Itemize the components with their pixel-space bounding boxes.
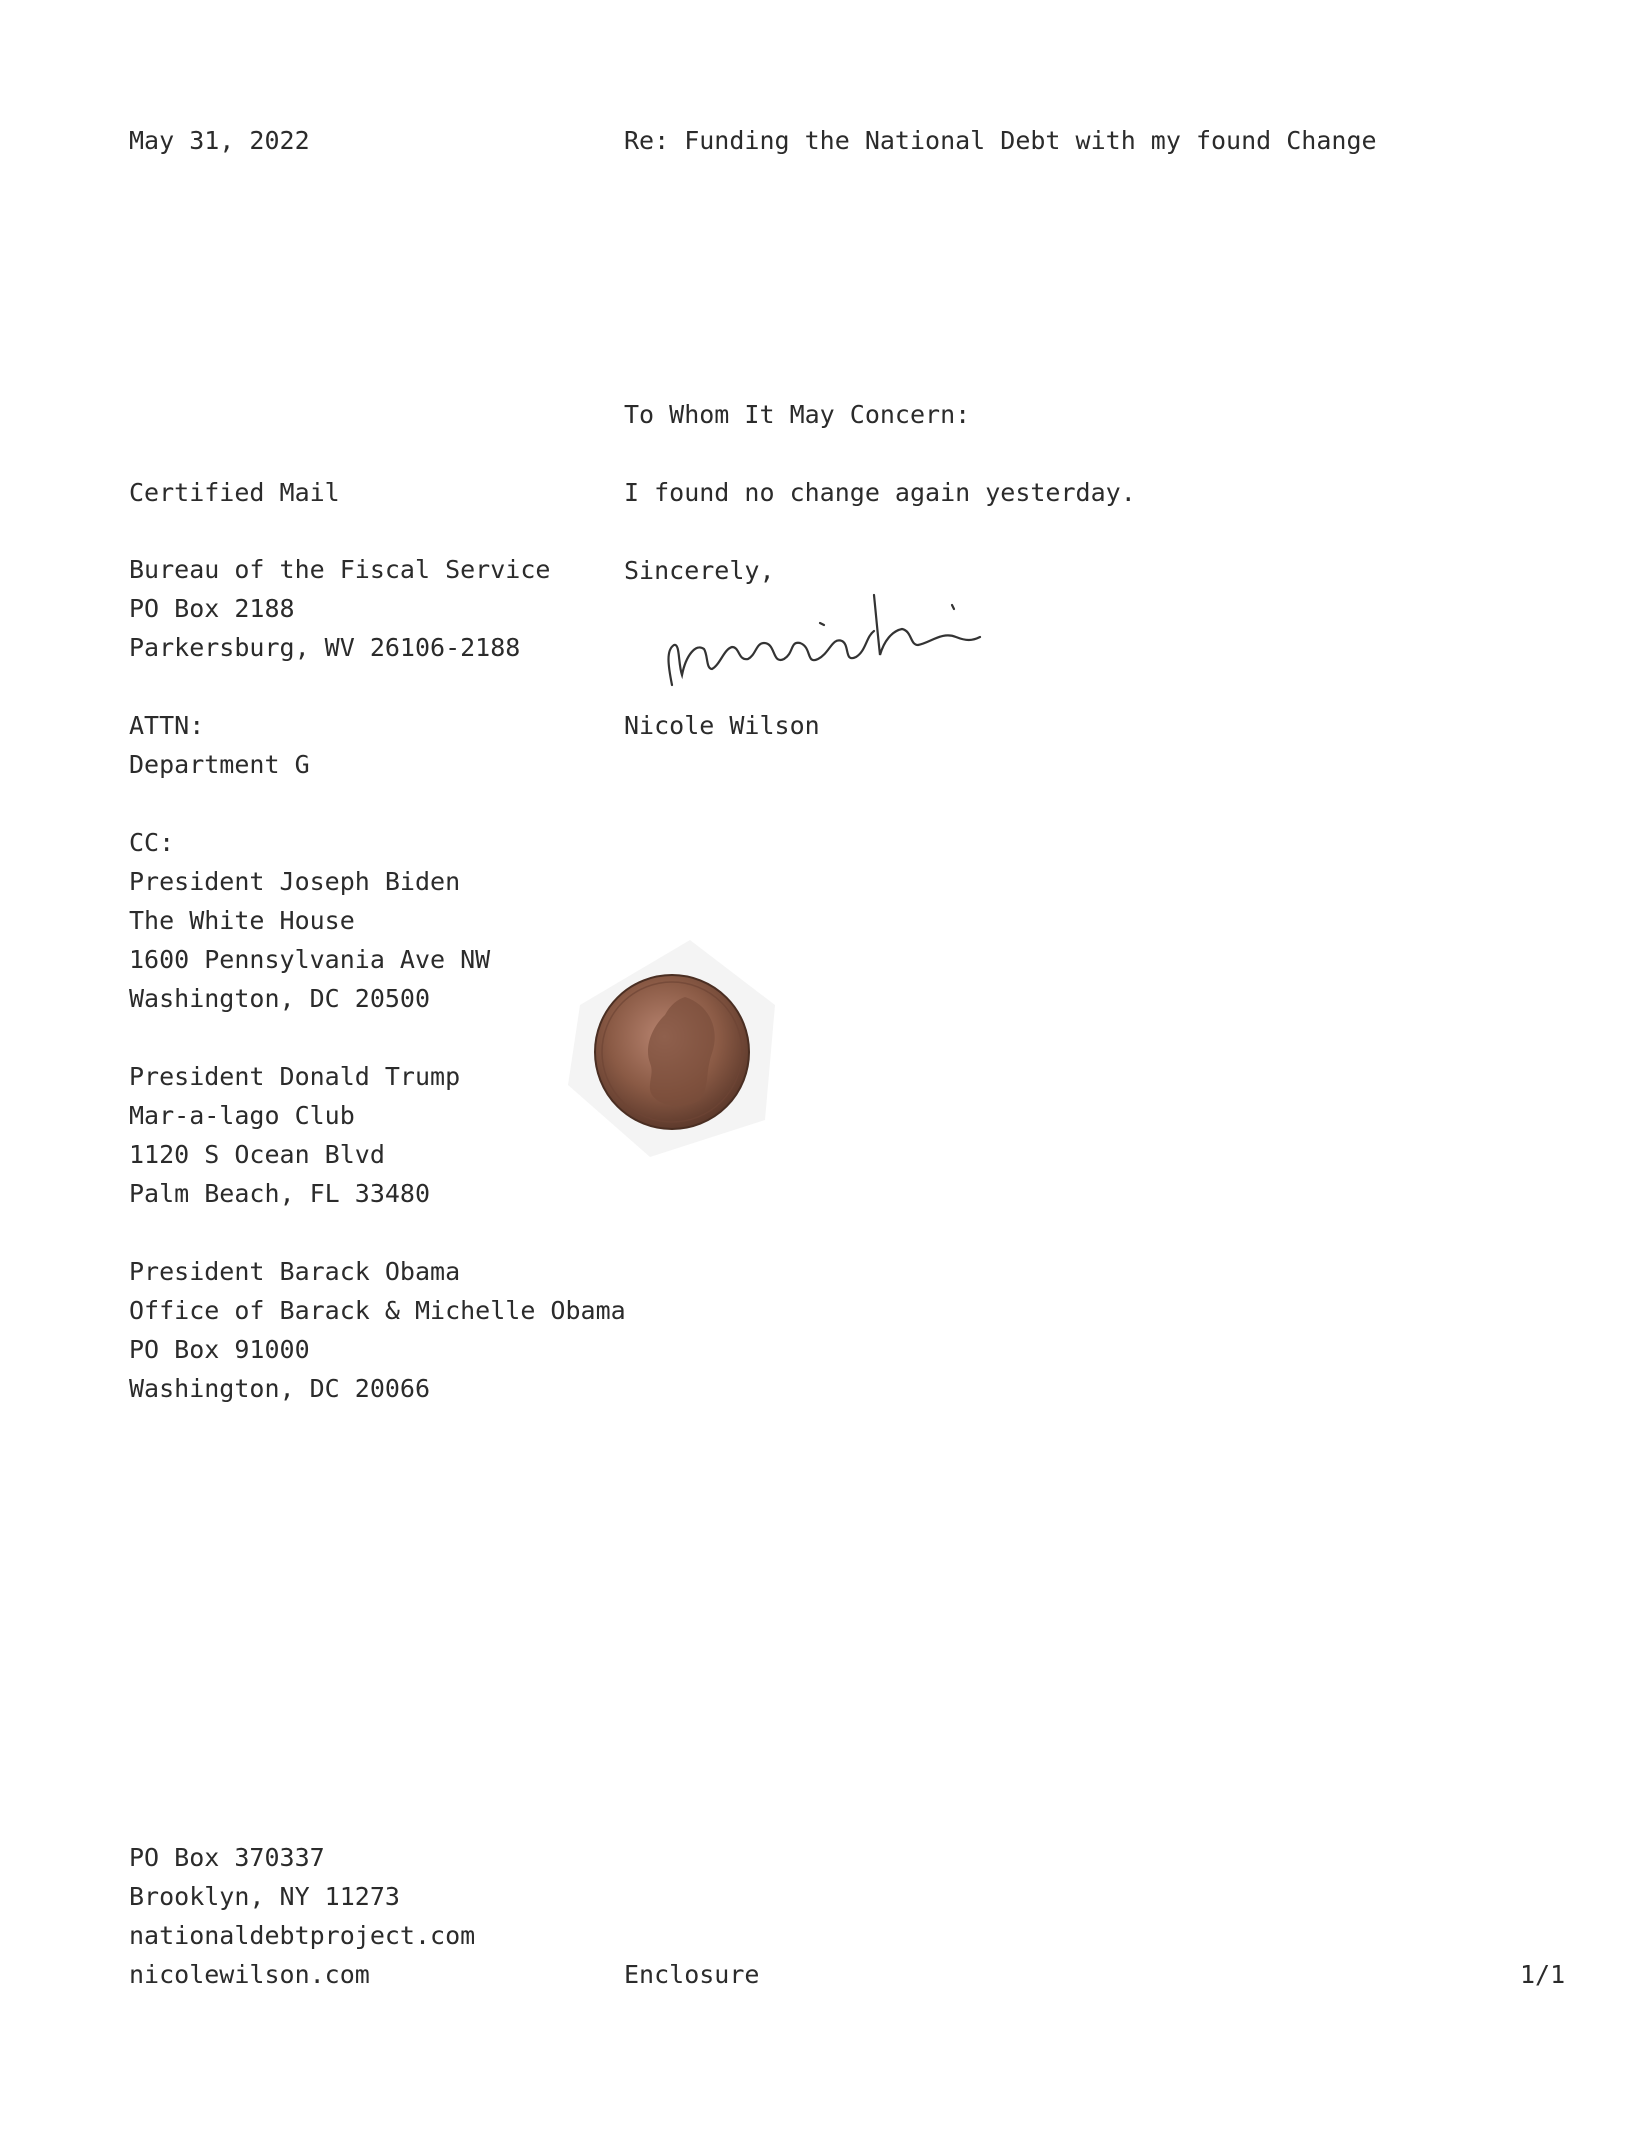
enclosure-label: Enclosure <box>624 1960 760 1989</box>
cc-line: PO Box 91000 <box>129 1335 310 1364</box>
cc-line: President Barack Obama <box>129 1257 461 1286</box>
cc-line: 1120 S Ocean Blvd <box>129 1140 385 1169</box>
cc-line: The White House <box>129 906 355 935</box>
sender-line: PO Box 370337 <box>129 1843 325 1872</box>
attn-label: ATTN: <box>129 711 205 740</box>
address-line: PO Box 2188 <box>129 594 295 623</box>
cc-line: 1600 Pennsylvania Ave NW <box>129 945 491 974</box>
signer-name: Nicole Wilson <box>624 711 820 740</box>
sender-line: Brooklyn, NY 11273 <box>129 1882 400 1911</box>
cc-recipient-obama <box>129 1252 626 1408</box>
salutation: To Whom It May Concern: <box>624 400 971 429</box>
attn-block <box>129 706 310 784</box>
letter-date: May 31, 2022 <box>129 126 310 155</box>
recipient-address <box>129 550 550 667</box>
cc-label: CC: <box>129 828 175 857</box>
cc-line: President Joseph Biden <box>129 867 461 896</box>
cc-line: Washington, DC 20066 <box>129 1374 431 1403</box>
cc-block <box>129 823 490 1018</box>
cc-line: President Donald Trump <box>129 1062 461 1091</box>
cc-recipient-trump <box>129 1057 460 1213</box>
closing: Sincerely, <box>624 556 775 585</box>
letter-subject: Re: Funding the National Debt with my found Change <box>624 126 1377 155</box>
letter-body: I found no change again yesterday. <box>624 478 1136 507</box>
sender-website[interactable]: nationaldebtproject.com <box>129 1921 476 1950</box>
sender-address <box>129 1838 475 1994</box>
address-line: Parkersburg, WV 26106-2188 <box>129 633 521 662</box>
mailing-method: Certified Mail <box>129 478 340 507</box>
cc-line: Palm Beach, FL 33480 <box>129 1179 431 1208</box>
cc-line: Office of Barack & Michelle Obama <box>129 1296 626 1325</box>
cc-line: Mar-a-lago Club <box>129 1101 355 1130</box>
penny-coin-icon <box>560 935 785 1160</box>
signature-image <box>660 585 990 695</box>
page-number: 1/1 <box>1520 1960 1566 1989</box>
attn-value: Department G <box>129 750 310 779</box>
sender-website[interactable]: nicolewilson.com <box>129 1960 370 1989</box>
address-line: Bureau of the Fiscal Service <box>129 555 551 584</box>
cc-line: Washington, DC 20500 <box>129 984 431 1013</box>
